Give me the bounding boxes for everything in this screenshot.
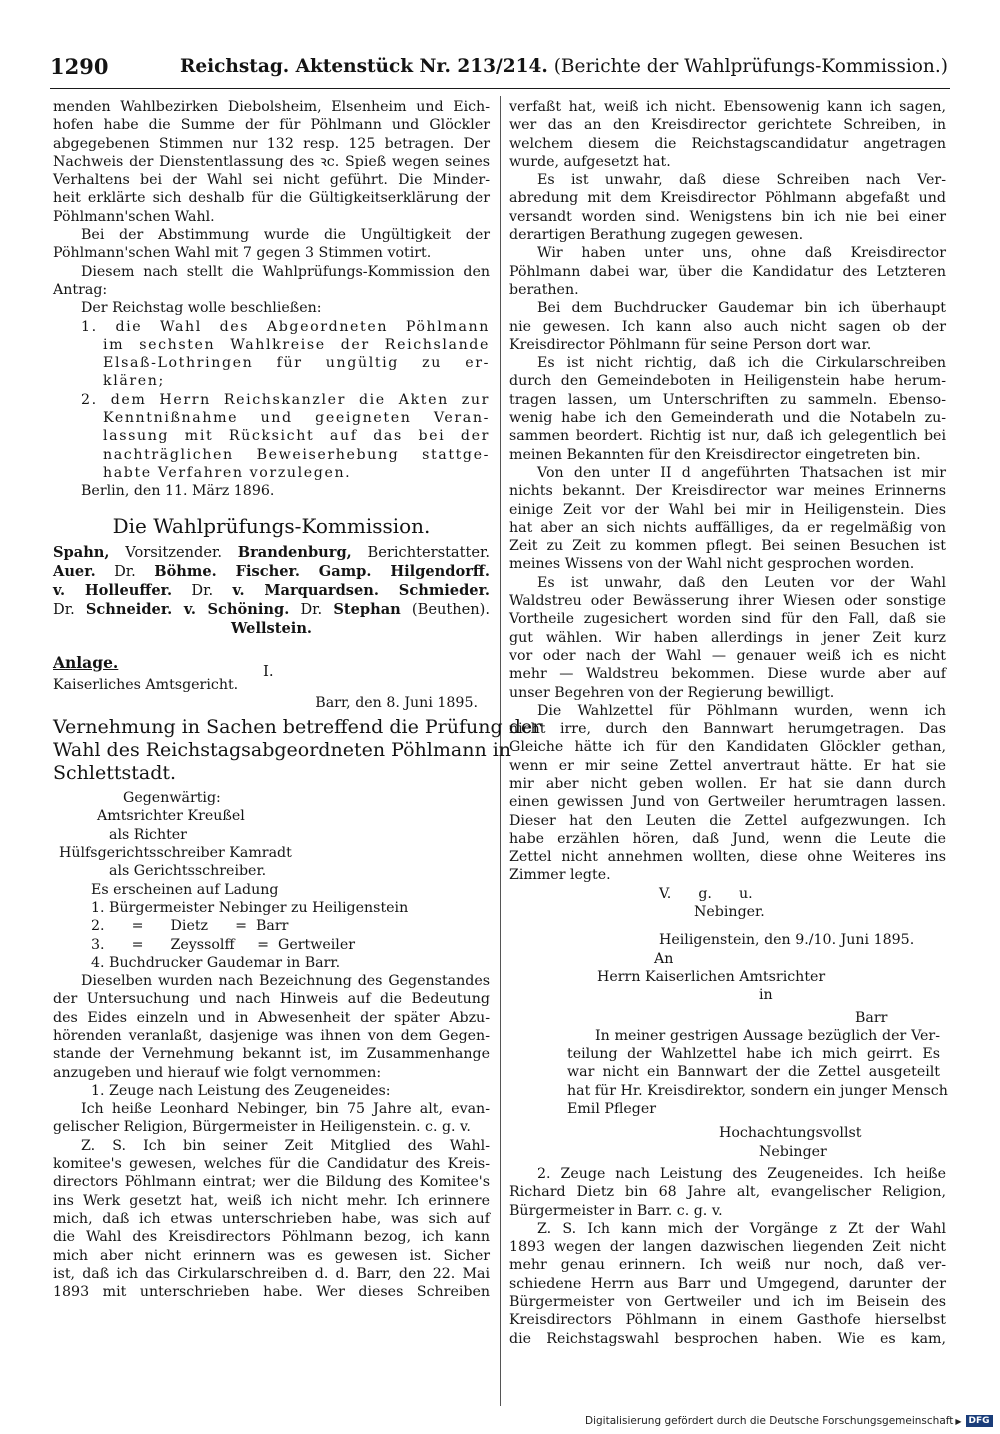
- text-line: Es ist unwahr, daß diese Schreiben nach Ver-: [537, 172, 946, 189]
- text-line: verfaßt hat, weiß ich nicht. Ebensowenig kann ich sagen,: [509, 99, 946, 115]
- address-place: Barr: [855, 1009, 888, 1026]
- antrag-intro: [53, 299, 490, 317]
- text-line: nichts bekannt. Der Kreisdirector war meines Erinnerns: [509, 483, 946, 500]
- member-name: Böhme.: [154, 562, 217, 580]
- text-line: Von den unter II d angeführten Thatsachen ist mir: [537, 464, 946, 481]
- text-line: mehr — Waldstreu bekommen. Diese wurde aber auf: [509, 666, 946, 683]
- text-line: Es ist nicht richtig, daß ich die Cirkularschreiben: [537, 355, 946, 372]
- judge-role: als Richter: [109, 826, 187, 843]
- text-line: anzugeben und hierauf wie folgt vernommen:: [53, 1064, 382, 1081]
- member-title: Dr.: [95, 562, 155, 580]
- witness-1-heading: 1. Zeuge nach Leistung des Zeugeneides:: [91, 1082, 391, 1099]
- text-line: Schlettstadt.: [53, 762, 177, 785]
- letter-closing: Hochachtungsvollst: [719, 1125, 862, 1142]
- date-line-text: Berlin, den 11. März 1896.: [81, 483, 275, 500]
- text-line: ist, daß ich das Cirkularschreiben d. d. Barr, den 22. Mai: [53, 1265, 490, 1282]
- paragraph: [53, 263, 490, 300]
- text-line: schiedene Herrn aus Barr und Umgegend, darunter der: [509, 1275, 946, 1292]
- text-line: Wir haben unter uns, ohne daß Kreisdirector: [537, 245, 946, 262]
- member-title: Dr.: [172, 581, 233, 599]
- text-line: 2. dem Herrn Reichskanzler die Akten zur: [81, 391, 490, 408]
- member-role: Vorsitzender.: [109, 543, 238, 561]
- members-line: [53, 581, 490, 600]
- text-line: meines Wissens von der Wahl nicht gesprochen worden.: [509, 556, 915, 573]
- text-line: Bei dem Buchdrucker Gaudemar bin ich überhaupt: [537, 300, 946, 317]
- summons-item: 1. Bürgermeister Nebinger zu Heiligenstein: [91, 899, 409, 916]
- dfg-logo: DFG: [966, 1415, 993, 1427]
- heiligenstein-date: Heiligenstein, den 9./10. Juni 1895.: [659, 932, 915, 949]
- judge-name: Amtsrichter Kreußel: [97, 808, 245, 825]
- letter-body: [509, 1027, 946, 1118]
- text-line: des Eides einzeln und in Abwesenheit der später Abzu-: [53, 1009, 490, 1026]
- member-name: Fischer.: [216, 562, 300, 580]
- date-line: [53, 482, 490, 500]
- summons-item: 4. Buchdrucker Gaudemar in Barr.: [91, 954, 341, 971]
- text-line: hofen habe die Summe der für Pöhlmann und Glöckler: [53, 117, 490, 134]
- paragraph: [53, 98, 490, 226]
- text-line: mich aber nicht erinnern was es gewesen ist. Sicher: [53, 1247, 490, 1264]
- text-line: Pöhlmann'schen Wahl mit 7 gegen 3 Stimmen votirt.: [53, 245, 432, 262]
- member-name: Spahn,: [53, 543, 110, 561]
- text-line: Kreisdirectors Pöhlmann in einem Gasthofe hierselbst: [509, 1312, 946, 1329]
- text-line: mich, daß ich etwas unterschrieben habe, was sich auf: [53, 1210, 490, 1227]
- commission-members: [53, 543, 490, 638]
- signature-nebinger: Nebinger.: [694, 904, 765, 921]
- text-line: vor oder nach der Wahl — genauer weiß ich es nicht: [509, 647, 946, 664]
- appendix-number: I.: [263, 661, 274, 680]
- dfg-footer: [585, 1415, 990, 1431]
- barr-date: Barr, den 8. Juni 1895.: [315, 694, 478, 711]
- text-line: hörenden veranlaßt, dasjenige was ihnen von dem Gegen-: [53, 1027, 490, 1044]
- footer-text: Digitalisierung gefördert durch die Deutsche Forschungsgemeinschaft: [585, 1415, 954, 1427]
- text-line: Kreisdirector Pöhlmann für seine Person dort war.: [509, 336, 872, 353]
- member-name: Schmieder.: [379, 581, 491, 599]
- text-line: gelischer Religion, Bürgermeister in Heiligenstein. c. g. v.: [53, 1119, 471, 1136]
- text-line: directors Pöhlmann eintrat; wer die Bildung des Komitee's: [53, 1174, 490, 1191]
- text-line: wurde, aufgesetzt hat.: [509, 153, 671, 170]
- text-line: wer das an den Kreisdirector gerichtete Schreiben, in: [509, 117, 946, 134]
- page-number: 1290: [50, 54, 109, 79]
- text-line: Bürgermeister von Gertweiler und ich im Beisein des: [509, 1294, 946, 1310]
- text-line: Zettel nicht annehmen wollten, diese ohne Weiteres ins: [509, 849, 946, 866]
- text-line: lassung mit Rücksicht auf das bei der: [103, 428, 490, 445]
- text-line: nicht irre, durch den Bannwart herumgetragen. Das: [509, 721, 946, 738]
- anlage-label: Anlage.: [53, 652, 119, 672]
- text-line: 2. Zeuge nach Leistung des Zeugeneides. Ich heiße: [537, 1165, 946, 1182]
- text-line: habe erzählen hören, daß Jund, wenn die Leute die: [509, 830, 946, 847]
- text-line: Pöhlmann'schen Wahl.: [53, 208, 215, 225]
- text-line: Elsaß-Lothringen für ungültig zu er-: [103, 355, 490, 372]
- text-line: einen gewissen Jund von Gertweiler herumtragen lassen.: [509, 794, 946, 811]
- paragraph: [53, 972, 490, 1082]
- commission-title: Die Wahlprüfungs-Kommission.: [112, 513, 431, 538]
- text-line: Verhaltens bei der Wahl sei nicht geführt. Die Minder-: [53, 172, 490, 189]
- text-line: Diesem nach stellt die Wahlprüfungs-Kommission den: [81, 263, 490, 280]
- members-line: [53, 600, 490, 619]
- member-place: (Beuthen).: [400, 600, 490, 618]
- text-line: abgegebenen Stimmen nur 132 resp. 125 betragen. Der: [53, 135, 490, 152]
- text-line: teilung der Wahlzettel habe ich mich geirrt. Es: [567, 1046, 940, 1063]
- member-name: Brandenburg,: [237, 543, 352, 561]
- text-line: Vernehmung in Sachen betreffend die Prüfung der: [53, 716, 542, 739]
- paragraph: [509, 244, 946, 299]
- member-name: Stephan: [333, 600, 401, 618]
- text-line: nie gewesen. Ich kann also auch nicht sagen ob der: [509, 318, 946, 335]
- text-line: abredung mit dem Kreisdirector Pöhlmann abgefaßt und: [509, 190, 946, 207]
- text-line: Richard Dietz bin 68 Jahre alt, evangelischer Religion,: [509, 1184, 946, 1201]
- text-line: Bürgermeister in Barr. c. g. v.: [509, 1202, 723, 1219]
- text-line: ins Werk gesetzt hat, weiß ich nicht mehr. Ich erinnere: [53, 1192, 490, 1209]
- text-line: Nachweis der Dienstentlassung des ꝛc. Spieß wegen seines: [53, 153, 490, 170]
- paragraph: [509, 464, 946, 574]
- text-line: 1893 wegen der langen dazwischen liegenden Zeit nicht: [509, 1239, 946, 1256]
- paragraph: [509, 1165, 946, 1220]
- running-title-main: Reichstag. Aktenstück Nr. 213/214.: [180, 56, 548, 77]
- arrow-icon: ▶: [955, 1417, 962, 1426]
- text-line: Wahl des Reichstagsabgeordneten Pöhlmann in: [53, 739, 512, 762]
- summons-item: 3. = Zeyssolff = Gertweiler: [91, 936, 355, 953]
- present-block: [53, 789, 490, 880]
- member-name: Hilgendorff.: [371, 562, 490, 580]
- text-line: Antrag:: [53, 281, 108, 298]
- antrag-intro-text: Der Reichstag wolle beschließen:: [81, 300, 322, 317]
- text-line: In meiner gestrigen Aussage bezüglich der Ver-: [595, 1027, 940, 1044]
- text-line: mehr genau erinnern. Ich weiß nur noch, daß ver-: [509, 1257, 946, 1274]
- paragraph: [53, 1137, 490, 1302]
- text-line: Emil Pfleger: [567, 1101, 657, 1118]
- text-line: die Wahl des Kreisdirectors Pöhlmann bezog, ich kann: [53, 1229, 490, 1246]
- text-line: versandt worden sind. Wenigstens bin ich nie bei einer: [509, 208, 946, 225]
- right-column: [509, 98, 946, 1348]
- text-line: Ich heiße Leonhard Nebinger, bin 75 Jahre alt, evan-: [81, 1101, 490, 1118]
- paragraph: [509, 354, 946, 464]
- text-line: Z. S. Ich kann mich der Vorgänge z Zt der Wahl: [537, 1220, 946, 1237]
- members-line: [53, 562, 490, 581]
- text-line: Z. S. Ich bin seiner Zeit Mitglied des Wahl-: [81, 1137, 490, 1154]
- text-line: hat für Hr. Kreisdirektor, sondern ein junger Mensch: [567, 1082, 948, 1099]
- text-line: klären;: [103, 373, 165, 390]
- text-line: die Reichstagswahl besprochen haben. Wie es kam,: [509, 1330, 946, 1347]
- text-line: tragen lassen, um Unterschriften zu sammeln. Ebenso-: [509, 391, 946, 408]
- text-line: unser Begehren von der Regierung bewilligt.: [509, 684, 835, 701]
- text-line: einige Zeit vor der Wahl bei mir in Heiligenstein. Dies: [509, 501, 946, 518]
- text-line: sammen beordert. Richtig ist nur, daß ich gelegentlich bei: [509, 428, 946, 445]
- member-role: Berichterstatter.: [351, 543, 491, 561]
- paragraph: [509, 171, 946, 244]
- page-header: [50, 52, 950, 86]
- clerk-name: Hülfsgerichtsschreiber Kamradt: [59, 845, 292, 862]
- member-title: Dr.: [53, 600, 86, 618]
- anlage-heading: [53, 652, 490, 680]
- member-title: Dr.: [289, 600, 334, 618]
- text-line: wenig habe ich den Gemeinderath und die Notabeln zu-: [509, 410, 946, 427]
- text-line: hat aber an sich nichts auffälliges, da er regelmäßig von: [509, 519, 946, 536]
- running-title: [180, 56, 948, 77]
- court-name-text: Kaiserliches Amtsgericht.: [53, 676, 239, 693]
- paragraph: [53, 1100, 490, 1137]
- text-line: Dieselben wurden nach Bezeichnung des Gegenstandes: [81, 973, 490, 990]
- antrag-item-2: [53, 391, 490, 482]
- text-line: im sechsten Wahlkreise der Reichslande: [103, 336, 490, 353]
- member-name: Wellstein.: [230, 619, 313, 637]
- members-line: [53, 619, 490, 638]
- running-title-section: (Berichte der Wahlprüfungs-Kommission.): [553, 56, 948, 77]
- paragraph: [509, 299, 946, 354]
- text-line: Waldstreu oder Bewässerung ihrer Wiesen oder sonstige: [509, 593, 946, 610]
- text-line: war nicht ein Bannwart der die Zettel ausgeteilt: [567, 1064, 940, 1081]
- signature-note: V. g. u.: [659, 885, 753, 902]
- paragraph: [509, 1220, 946, 1348]
- address-in: in: [759, 987, 773, 1004]
- text-line: 1893 mit unterschrieben habe. Wer dieses Schreiben: [53, 1284, 490, 1301]
- text-line: Zimmer legte.: [509, 867, 611, 884]
- text-line: Pöhlmann dabei war, über die Kandidatur des Letzteren: [509, 263, 946, 280]
- paragraph: [509, 98, 946, 171]
- text-line: Gleiche hätte ich für den Kandidaten Glöckler gethan,: [509, 739, 946, 756]
- paragraph: [53, 226, 490, 263]
- text-line: Die Wahlzettel für Pöhlmann wurden, wenn ich: [537, 702, 946, 719]
- text-line: Zeit zu Zeit zu kommen pflegt. Bei seinen Besuchen ist: [509, 538, 946, 555]
- text-line: 1. die Wahl des Abgeordneten Pöhlmann: [81, 318, 490, 335]
- antrag-item-1: [53, 318, 490, 391]
- text-line: nachträglichen Beweiserhebung stattge-: [103, 446, 490, 463]
- text-line: komitee's gewesen, welches für die Candidatur des Kreis-: [53, 1156, 490, 1173]
- paragraph: [509, 702, 946, 885]
- text-line: Kenntnißnahme und geeigneten Veran-: [103, 410, 490, 427]
- text-line: wenn er mir seine Zettel anvertraut hätte. Er hat sie: [509, 757, 946, 774]
- address-recipient: Herrn Kaiserlichen Amtsrichter: [597, 968, 826, 985]
- member-name: Auer.: [53, 562, 96, 580]
- letter-signature: Nebinger: [759, 1143, 827, 1160]
- summons-block: [53, 881, 490, 972]
- member-name: Gamp.: [299, 562, 372, 580]
- text-line: Dieser hat den Leuten die Zettel aufgezwungen. Ich: [509, 812, 946, 829]
- text-line: durch den Gemeindeboten in Heiligenstein habe herum-: [509, 373, 946, 390]
- present-label: Gegenwärtig:: [123, 790, 221, 807]
- member-name: v. Schöning.: [172, 600, 290, 618]
- paragraph: [509, 574, 946, 702]
- address-an: An: [654, 950, 674, 967]
- hearing-title: [53, 716, 542, 785]
- text-line: mir aber nicht geben wollen. Er hat sie dann durch: [509, 775, 946, 792]
- clerk-role: als Gerichtsschreiber.: [109, 863, 267, 880]
- left-column: [53, 98, 542, 1301]
- text-line: berathen.: [509, 281, 579, 298]
- member-name: v. Marquardsen.: [232, 581, 379, 599]
- text-line: Es ist unwahr, daß den Leuten vor der Wahl: [537, 574, 946, 591]
- text-line: habte Verfahren vorzulegen.: [103, 464, 352, 481]
- text-line: Bei der Abstimmung wurde die Ungültigkeit der: [81, 227, 490, 244]
- text-line: gut wählen. Wir haben allerdings in jener Zeit kurz: [509, 629, 946, 646]
- text-line: Vortheile zugesichert worden sind für den Fall, daß sie: [509, 611, 946, 628]
- text-line: welchem diesem die Reichstagscandidatur angetragen: [509, 135, 946, 152]
- summons-item: 2. = Dietz = Barr: [91, 918, 289, 935]
- member-name: Schneider.: [85, 600, 173, 618]
- text-line: menden Wahlbezirken Diebolsheim, Elsenheim und Eich-: [53, 99, 490, 115]
- member-name: v. Holleuffer.: [53, 581, 173, 599]
- text-line: der Untersuchung und nach Hinweis auf die Bedeutung: [53, 991, 490, 1008]
- text-line: meinen Bekannten für den Kreisdirector eingetreten bin.: [509, 446, 921, 463]
- summons-intro: Es erscheinen auf Ladung: [91, 881, 279, 898]
- text-line: stande der Vernehmung bekannt ist, im Zusammenhange: [53, 1046, 490, 1063]
- header-rule: [50, 88, 950, 89]
- members-line: [53, 543, 490, 562]
- text-line: derartigen Berathung zugegen gewesen.: [509, 227, 804, 244]
- text-line: heit erklärte sich deshalb für die Gültigkeitserklärung der: [53, 190, 490, 207]
